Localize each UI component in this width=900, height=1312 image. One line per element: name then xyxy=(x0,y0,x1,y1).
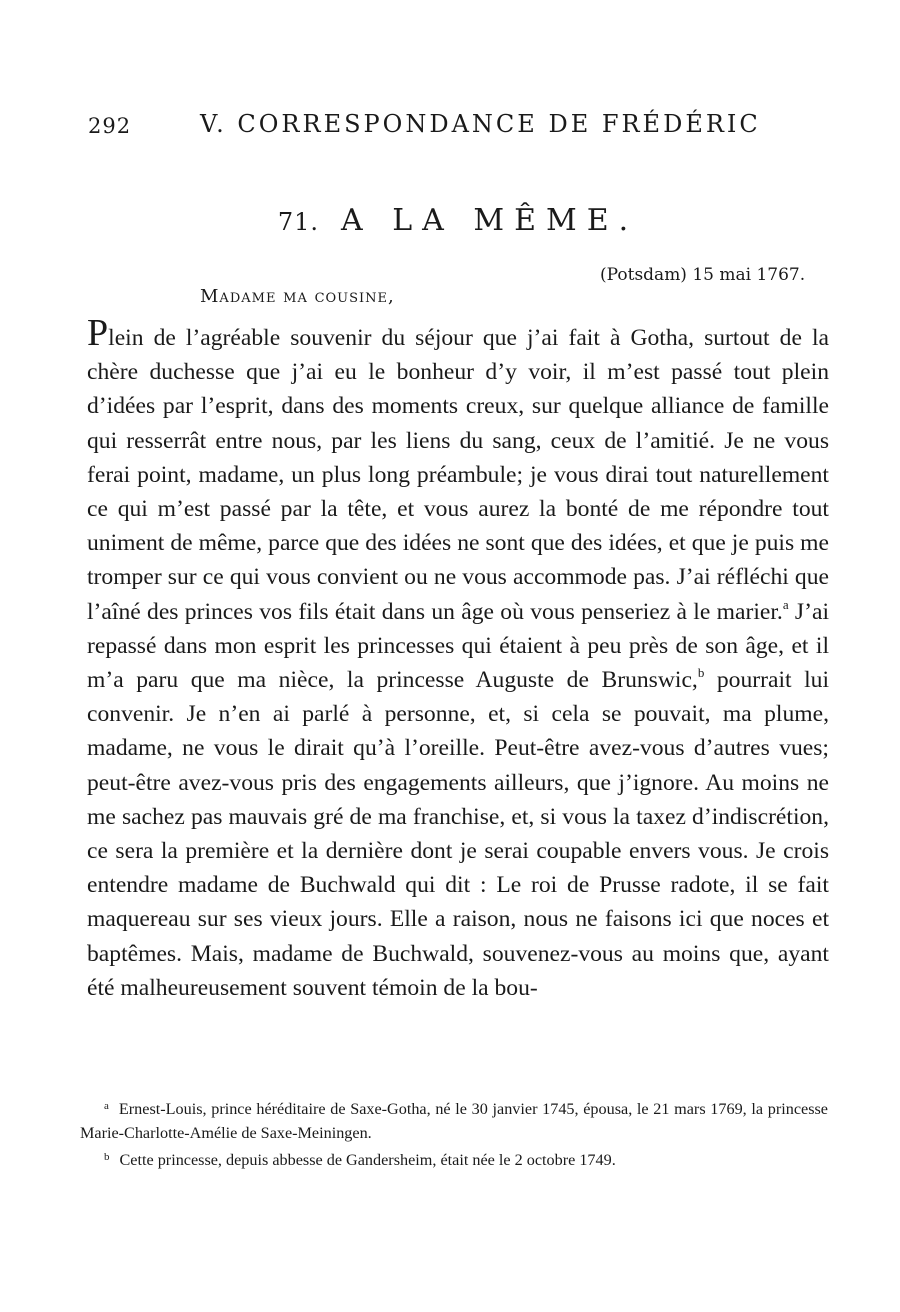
footnote-mark: b xyxy=(104,1151,110,1163)
drop-cap: P xyxy=(87,312,109,354)
footnote-text: Ernest-Louis, prince héréditaire de Saxe-Gotha, né le 30 janvier 1745, épousa, le 21 mars 1769, la princesse Marie-Charlotte-Amélie de Saxe-Meiningen. xyxy=(80,1100,828,1142)
salutation-text: Madame ma cousine, xyxy=(200,286,395,307)
footnote-ref-a: a xyxy=(782,596,789,612)
page-number: 292 xyxy=(88,114,132,138)
letter-title: A LA MÊME. xyxy=(341,203,639,238)
letter-heading xyxy=(0,203,900,238)
running-header xyxy=(88,110,761,144)
letter-number: 71. xyxy=(277,208,320,236)
body-text-part-2: J’ai repassé dans mon esprit les princesses qui étaient à peu près de son âge, et il m’a paru que ma nièce, la princesse Auguste de Brunswic, xyxy=(87,598,829,694)
dateline: (Potsdam) 15 mai 1767. xyxy=(600,265,806,285)
footnote-text: Cette princesse, depuis abbesse de Gandersheim, était née le 2 octobre 1749. xyxy=(119,1151,616,1169)
footnote-b xyxy=(80,1145,828,1172)
body-text-part-1: lein de l’agréable souvenir du séjour que j’ai fait à Gotha, surtout de la chère duchesse que j’ai eu le bonheur d’y voir, il m’est passé tout plein d’idées par l’esprit, dans des moments creux, sur quelque alliance de famille qui resserrât entre nous, par les liens du sang, ceux de l’amitié. Je ne vous ferai point, madame, un plus long préambule; je vous dirai tout naturellement ce qui m’est passé par la tête, et vous aurez la bonté de me répondre tout uniment de même, parce que des idées ne sont que des idées, et que je puis me tromper sur ce qui vous convient ou ne vous accommode pas. J’ai réfléchi que l’aîné des princes vos fils était dans un âge où vous penseriez à le marier. xyxy=(87,325,829,625)
footnote-ref-b: b xyxy=(697,665,705,681)
footnote-mark: a xyxy=(104,1100,109,1112)
footnotes xyxy=(80,1094,828,1172)
running-title: V. CORRESPONDANCE DE FRÉDÉRIC xyxy=(200,110,761,138)
letter-body xyxy=(87,312,830,1005)
footnote-a xyxy=(80,1094,828,1145)
salutation xyxy=(200,286,395,307)
body-text-part-3: pourrait lui convenir. Je n’en ai parlé à personne, et, si cela se pouvait, ma plume, madame, ne vous le dirait qu’à l’oreille. Peut-être avez-vous d’autres vues; peut-être avez-vous pris des engagements ailleurs, que j’ignore. Au moins ne me sachez pas mauvais gré de ma franchise, et, si vous la taxez d’indiscrétion, ce sera la première et la dernière dont je serai coupable envers vous. Je crois entendre madame de Buchwald qui dit : Le roi de Prusse radote, il se fait maquereau sur ses vieux jours. Elle a raison, nous ne faisons ici que noces et baptêmes. Mais, madame de Buchwald, souvenez-vous au moins que, ayant été malheureusement souvent témoin de la bou- xyxy=(87,667,830,1001)
